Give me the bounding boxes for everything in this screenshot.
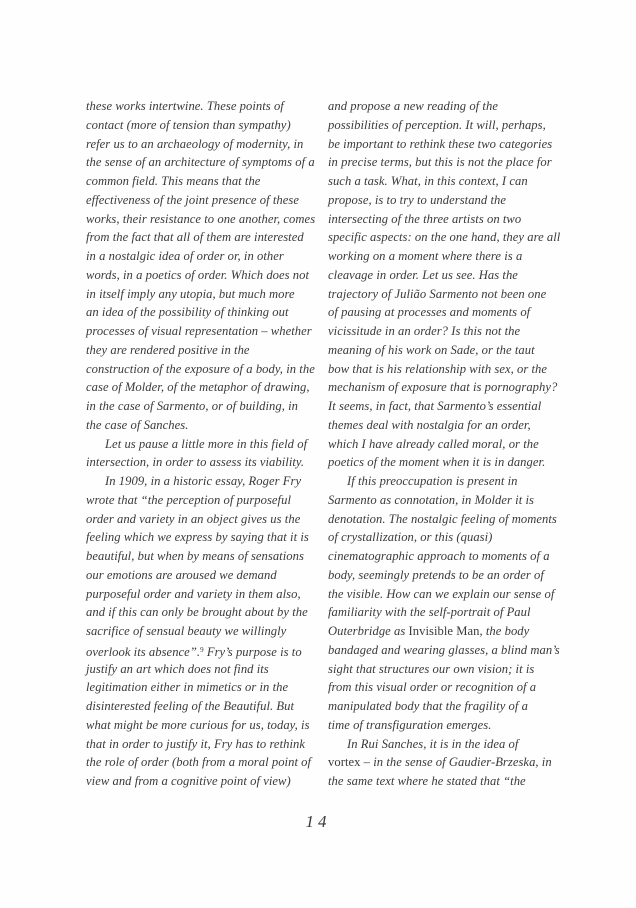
text-line-content: cinematographic approach to moments of a (328, 549, 550, 563)
text-line-content: refer us to an archaeology of modernity, in (86, 136, 304, 151)
text-line (328, 97, 588, 116)
text-line-content: poetics of the moment when it is in danger. (328, 455, 546, 470)
text-line-content: the visible. How can we explain our sense of (328, 586, 555, 601)
text-line (328, 678, 588, 697)
left-text-column (86, 97, 346, 791)
text-line-content: It seems, in fact, that Sarmento’s essential (328, 399, 542, 413)
text-line (328, 341, 588, 360)
text-line (86, 603, 346, 622)
text-line (328, 360, 588, 379)
text-line (328, 228, 588, 247)
text-line-content: be important to rethink these two categories (328, 136, 553, 151)
text-line (328, 285, 588, 304)
text-line-content: and if this can only be brought about by the (86, 605, 308, 620)
text-line (328, 322, 588, 341)
text-line (328, 153, 588, 172)
text-line-content: case of Molder, of the metaphor of drawing, (86, 380, 310, 395)
text-line (86, 341, 346, 360)
text-line-content: manipulated body that the fragility of a (328, 699, 528, 713)
text-line-content: common field. This means that the (86, 174, 261, 188)
text-line (86, 585, 346, 604)
text-line-content: from the fact that all of them are interested (86, 230, 304, 245)
text-line (86, 285, 346, 304)
text-line (328, 435, 588, 454)
text-line-content: view and from a cognitive point of view) (86, 774, 291, 788)
text-line-content: In Rui Sanches, it is in the idea of (347, 736, 519, 751)
text-line (328, 247, 588, 266)
text-line-content: legitimation either in mimetics or in the (86, 680, 289, 695)
text-line (328, 172, 588, 191)
text-line (86, 566, 346, 585)
text-line-content: the same text where he stated that “the (328, 774, 526, 788)
roman-title-text: Invisible Man (408, 624, 480, 638)
text-line (86, 303, 346, 322)
text-line-content: which I have already called moral, or the (328, 436, 539, 451)
page-number: 14 (305, 812, 331, 831)
text-line (86, 772, 346, 791)
text-line-content: Let us pause a little more in this field of (105, 436, 308, 451)
text-line (328, 753, 588, 772)
text-line-content: that in order to justify it, Fry has to rethink (86, 736, 305, 751)
text-line-content: words, in a poetics of order. Which does not (86, 267, 310, 282)
text-line (328, 303, 588, 322)
text-line-content: justify an art which does not find its (86, 661, 269, 676)
text-line (328, 603, 588, 622)
text-line-content: contact (more of tension than sympathy) (86, 117, 291, 132)
text-line-content: works, their resistance to one another, comes (86, 211, 316, 226)
text-line (328, 453, 588, 472)
text-line-content: purposeful order and variety in them also, (86, 586, 301, 601)
text-line (86, 116, 346, 135)
text-line (328, 735, 588, 754)
text-line (328, 135, 588, 154)
text-line-content: sight that structures our own vision; it is (328, 661, 535, 676)
text-line-content: of pausing at processes and moments of (328, 305, 531, 320)
text-line (86, 360, 346, 379)
text-line-content: wrote that “the perception of purposeful (86, 492, 291, 507)
text-line-content: order and variety in an object gives us the (86, 511, 301, 526)
text-line-content: effectiveness of the joint presence of these (86, 192, 299, 207)
text-line-content: from this visual order or recognition of a (328, 680, 537, 695)
text-line (86, 641, 346, 660)
text-line-content: Outerbridge as (328, 624, 409, 638)
text-line-content: what might be more curious for us, today, is (86, 717, 310, 732)
text-line (86, 435, 346, 454)
text-line-content: denotation. The nostalgic feeling of moments (328, 511, 557, 526)
text-line (328, 660, 588, 679)
text-line (86, 453, 346, 472)
text-line-content: bandaged and wearing glasses, a blind man’s (328, 642, 560, 657)
text-line (86, 247, 346, 266)
text-line-content: in the case of Sarmento, or of building, in (86, 399, 299, 413)
text-line (86, 472, 346, 491)
text-line-content: familiarity with the self-portrait of Paul (328, 605, 531, 620)
text-line-content: bow that is his relationship with sex, or the (328, 361, 548, 376)
text-line (86, 510, 346, 529)
text-line (86, 378, 346, 397)
text-line (328, 528, 588, 547)
text-line (328, 378, 588, 397)
text-line-content: of crystallization, or this (quasi) (328, 530, 493, 545)
text-line-content: If this preoccupation is present in (347, 474, 518, 488)
text-line-content: construction of the exposure of a body, in the (86, 361, 315, 376)
text-line-content: cleavage in order. Let us see. Has the (328, 267, 518, 282)
text-line (328, 397, 588, 416)
text-line-continuation: , the body (479, 624, 530, 638)
text-line (86, 266, 346, 285)
text-line (328, 622, 588, 641)
text-line-continuation: – in the sense of Gaudier-Brzeska, in (360, 755, 552, 770)
text-line-content: our emotions are aroused we demand (86, 567, 277, 582)
text-line-content: these works intertwine. These points of (86, 99, 284, 113)
text-line (86, 135, 346, 154)
text-line-continuation: Fry’s purpose is to (203, 644, 302, 659)
text-line (86, 416, 346, 435)
text-line (86, 153, 346, 172)
text-line-content: they are rendered positive in the (86, 342, 250, 357)
text-line-content: the role of order (both from a moral point of (86, 755, 312, 770)
text-line (86, 172, 346, 191)
text-line (86, 660, 346, 679)
text-line-content: mechanism of exposure that is pornography? (328, 380, 558, 395)
text-line (328, 266, 588, 285)
text-line (328, 566, 588, 585)
text-line-content: overlook its absence”. (86, 644, 201, 659)
text-line-content: In 1909, in a historic essay, Roger Fry (105, 474, 302, 488)
text-line-content: the case of Sanches. (86, 417, 189, 432)
text-line (86, 753, 346, 772)
text-line-content: an idea of the possibility of thinking out (86, 305, 289, 320)
text-line-content: body, seemingly pretends to be an order of (328, 567, 544, 582)
text-line-content: intersecting of the three artists on two (328, 211, 522, 226)
text-line-content: vicissitude in an order? Is this not the (328, 324, 521, 338)
text-line-content: processes of visual representation – whether (86, 324, 312, 338)
text-line-content: disinterested feeling of the Beautiful. But (86, 699, 295, 713)
text-line (86, 622, 346, 641)
text-line (328, 547, 588, 566)
text-line (86, 397, 346, 416)
text-line-content: time of transfiguration emerges. (328, 717, 492, 732)
text-line (328, 472, 588, 491)
text-line (86, 322, 346, 341)
text-line (86, 735, 346, 754)
text-line (328, 641, 588, 660)
text-line (86, 210, 346, 229)
text-line-content: beautiful, but when by means of sensations (86, 549, 304, 563)
text-line-content: and propose a new reading of the (328, 99, 498, 113)
text-line-content: intersection, in order to assess its viability. (86, 455, 305, 470)
text-line (86, 97, 346, 116)
roman-title-text: vortex (328, 755, 361, 770)
text-line-content: Sarmento as connotation, in Molder it is (328, 492, 534, 507)
text-line (86, 547, 346, 566)
footnote-marker[interactable]: 9 (200, 645, 204, 654)
text-line-content: possibilities of perception. It will, perhaps, (328, 117, 546, 132)
text-line (328, 585, 588, 604)
text-line (86, 697, 346, 716)
text-line (86, 191, 346, 210)
text-line-content: such a task. What, in this context, I can (328, 174, 528, 188)
text-line-content: sacrifice of sensual beauty we willingly (86, 624, 287, 638)
text-line (328, 510, 588, 529)
text-line (328, 210, 588, 229)
text-line (328, 191, 588, 210)
text-line (86, 716, 346, 735)
text-line (328, 772, 588, 791)
text-line (328, 697, 588, 716)
text-line (86, 528, 346, 547)
text-line-content: trajectory of Julião Sarmento not been one (328, 286, 547, 301)
text-line-content: propose, is to try to understand the (328, 192, 506, 207)
right-text-column (328, 97, 588, 791)
text-line (86, 491, 346, 510)
text-line (328, 716, 588, 735)
text-line-content: the sense of an architecture of symptoms of a (86, 155, 315, 170)
text-line-content: meaning of his work on Sade, or the taut (328, 342, 535, 357)
text-line-content: in precise terms, but this is not the place for (328, 155, 552, 170)
text-line (328, 491, 588, 510)
text-line-content: working on a moment where there is a (328, 249, 523, 263)
text-line (328, 416, 588, 435)
text-line (328, 116, 588, 135)
text-line-content: in itself imply any utopia, but much more (86, 286, 295, 301)
text-line (86, 678, 346, 697)
text-line-content: themes deal with nostalgia for an order, (328, 417, 531, 432)
text-line-content: specific aspects: on the one hand, they are all (328, 230, 561, 245)
text-line-content: in a nostalgic idea of order or, in other (86, 249, 284, 263)
text-line (86, 228, 346, 247)
text-line-content: feeling which we express by saying that it is (86, 530, 309, 545)
